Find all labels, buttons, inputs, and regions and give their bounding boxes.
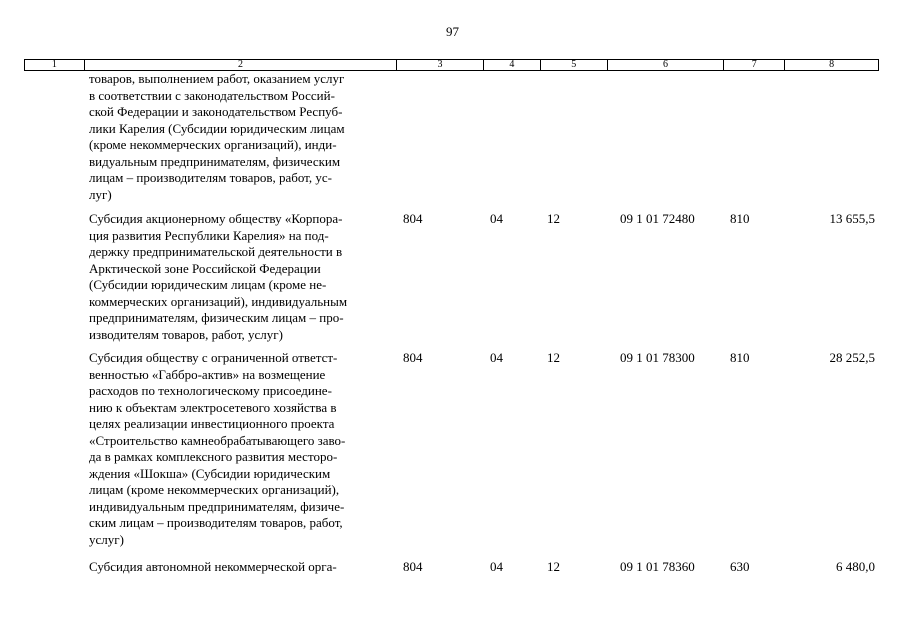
description-line: коммерческих организаций), индивидуальным — [89, 293, 348, 309]
expense-type-code: 630 — [730, 559, 750, 574]
row-description — [89, 559, 394, 576]
description-line: да в рамках комплексного развития месторо- — [89, 449, 338, 464]
table-header-row — [24, 59, 879, 71]
target-article-code: 09 1 01 78360 — [620, 559, 695, 574]
column-header-2: 2 — [85, 60, 397, 70]
ministry-code: 804 — [403, 350, 423, 365]
amount: 6 480,0 — [836, 559, 875, 574]
description-line: расходов по технологическому присоедине- — [89, 383, 332, 398]
description-line: ждения «Шокша» (Субсидии юридическим — [89, 465, 331, 481]
column-header-5: 5 — [541, 60, 608, 70]
description-line: лицам – производителям товаров, работ, ус- — [89, 170, 332, 185]
ministry-code: 804 — [403, 211, 423, 226]
section-code: 04 — [490, 211, 503, 226]
description-line: Субсидия акционерному обществу «Корпора- — [89, 211, 343, 226]
description-line: ским лицам – производителям товаров, работ, — [89, 515, 343, 530]
row-description — [89, 211, 394, 343]
row-description — [89, 71, 394, 203]
column-header-6: 6 — [608, 60, 725, 70]
amount: 28 252,5 — [829, 350, 875, 365]
description-line: в соответствии с законодательством Россий- — [89, 87, 335, 103]
description-line: лицам (кроме некоммерческих организаций), — [89, 482, 340, 497]
description-line: целях реализации инвестиционного проекта — [89, 416, 335, 431]
description-line: ской Федерации и законодательством Респуб- — [89, 104, 343, 119]
description-line: венностью «Габбро-актив» на возмещение — [89, 366, 326, 382]
expense-type-code: 810 — [730, 350, 750, 365]
description-line: лики Карелия (Субсидии юридическим лицам — [89, 120, 345, 136]
column-header-3: 3 — [397, 60, 484, 70]
target-article-code: 09 1 01 72480 — [620, 211, 695, 226]
amount: 13 655,5 — [829, 211, 875, 226]
description-line: индивидуальным предпринимателям, физиче- — [89, 498, 345, 514]
description-line: товаров, выполнением работ, оказанием услуг — [89, 71, 345, 86]
description-line: Субсидия обществу с ограниченной ответст- — [89, 350, 338, 365]
expense-type-code: 810 — [730, 211, 750, 226]
ministry-code: 804 — [403, 559, 423, 574]
description-line: (Субсидии юридическим лицам (кроме не- — [89, 277, 327, 292]
description-line: нию к объектам электросетевого хозяйства в — [89, 399, 337, 415]
section-code: 04 — [490, 559, 503, 574]
target-article-code: 09 1 01 78300 — [620, 350, 695, 365]
description-line: услуг) — [89, 531, 124, 547]
description-line: Субсидия автономной некоммерческой орга- — [89, 559, 337, 574]
description-line: держку предпринимательской деятельности в — [89, 244, 343, 259]
description-line: (кроме некоммерческих организаций), инди- — [89, 137, 337, 152]
description-line: луг) — [89, 186, 112, 202]
description-line: изводителям товаров, работ, услуг) — [89, 326, 283, 342]
description-line: видуальным предпринимателям, физическим — [89, 153, 341, 169]
subsection-code: 12 — [547, 350, 560, 365]
column-header-1: 1 — [25, 60, 85, 70]
column-header-4: 4 — [484, 60, 541, 70]
row-description — [89, 350, 394, 548]
description-line: «Строительство камнеобрабатывающего заво- — [89, 432, 346, 448]
column-header-8: 8 — [829, 59, 835, 70]
subsection-code: 12 — [547, 559, 560, 574]
description-line: предпринимателям, физическим лицам – про- — [89, 310, 344, 325]
subsection-code: 12 — [547, 211, 560, 226]
column-header-7: 7 — [724, 60, 785, 70]
section-code: 04 — [490, 350, 503, 365]
page-number: 97 — [446, 24, 459, 39]
description-line: Арктической зоне Российской Федерации — [89, 260, 321, 276]
description-line: ция развития Республики Карелия» на под- — [89, 227, 329, 243]
